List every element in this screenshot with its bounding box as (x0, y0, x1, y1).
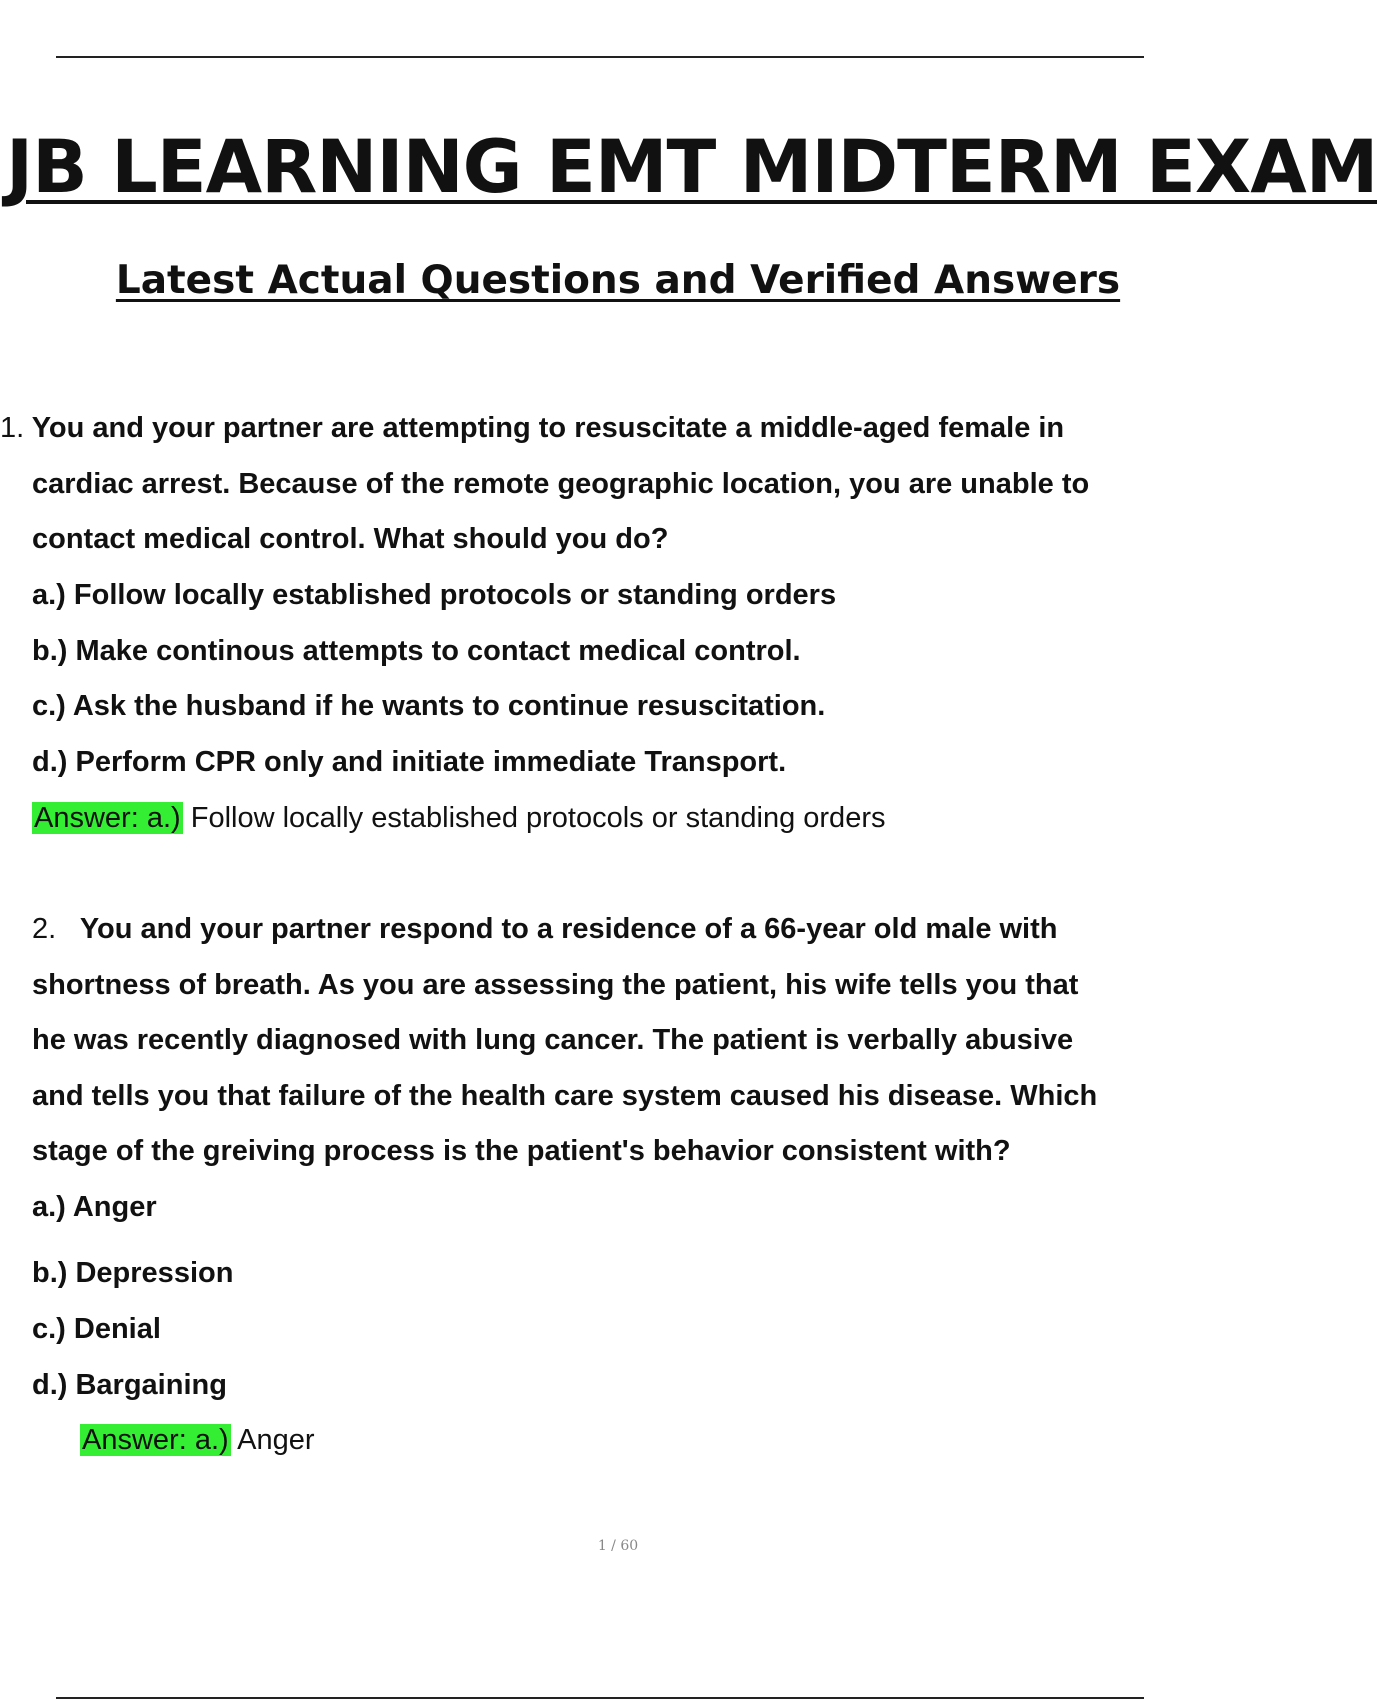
question-2-option-c: c.) Denial (32, 1313, 161, 1345)
question-2-option-d: d.) Bargaining (32, 1369, 227, 1401)
bottom-rule (56, 1697, 1144, 1699)
question-1-line-2: cardiac arrest. Because of the remote geographic location, you are unable to (32, 468, 1090, 500)
question-2-line-5: stage of the greiving process is the patient's behavior consistent with? (32, 1135, 1011, 1167)
question-1-line-3: contact medical control. What should you do? (32, 523, 669, 555)
question-1-option-d: d.) Perform CPR only and initiate immediate Transport. (32, 746, 787, 778)
question-1-number: 1. (0, 412, 25, 444)
question-2-line-1 (32, 907, 1200, 951)
question-2-line-3: he was recently diagnosed with lung cancer. The patient is verbally abusive (32, 1024, 1074, 1056)
question-2-line-4: and tells you that failure of the health care system caused his disease. Which (32, 1080, 1098, 1112)
question-2-text: You and your partner respond to a residence of a 66-year old male with (79, 913, 1058, 945)
question-1-line-1 (0, 406, 1200, 450)
question-1-option-b: b.) Make continous attempts to contact medical control. (32, 635, 801, 667)
top-rule (56, 56, 1144, 58)
document-subtitle: Latest Actual Questions and Verified Answers (115, 258, 1121, 303)
question-1-answer-label: Answer: a.) (34, 802, 181, 834)
question-1-answer-text: Follow locally established protocols or standing orders (190, 802, 886, 834)
question-2-answer-label: Answer: a.) (82, 1424, 229, 1456)
question-2-option-a: a.) Anger (32, 1191, 157, 1223)
question-2-line-2: shortness of breath. As you are assessing the patient, his wife tells you that (32, 969, 1079, 1001)
question-1-option-a: a.) Follow locally established protocols or standing orders (32, 579, 837, 611)
question-2-answer (80, 1418, 1180, 1462)
question-1-answer (32, 796, 1132, 840)
question-2-answer-text: Anger (237, 1424, 315, 1456)
page-number: 1 / 60 (597, 1538, 639, 1554)
question-2-option-b: b.) Depression (32, 1257, 234, 1289)
question-1-option-c: c.) Ask the husband if he wants to continue resuscitation. (32, 690, 826, 722)
question-2-number: 2. (32, 913, 57, 945)
document-title: JB LEARNING EMT MIDTERM EXAM (6, 125, 1377, 210)
question-1-text: You and your partner are attempting to resuscitate a middle-aged female in (31, 412, 1065, 444)
